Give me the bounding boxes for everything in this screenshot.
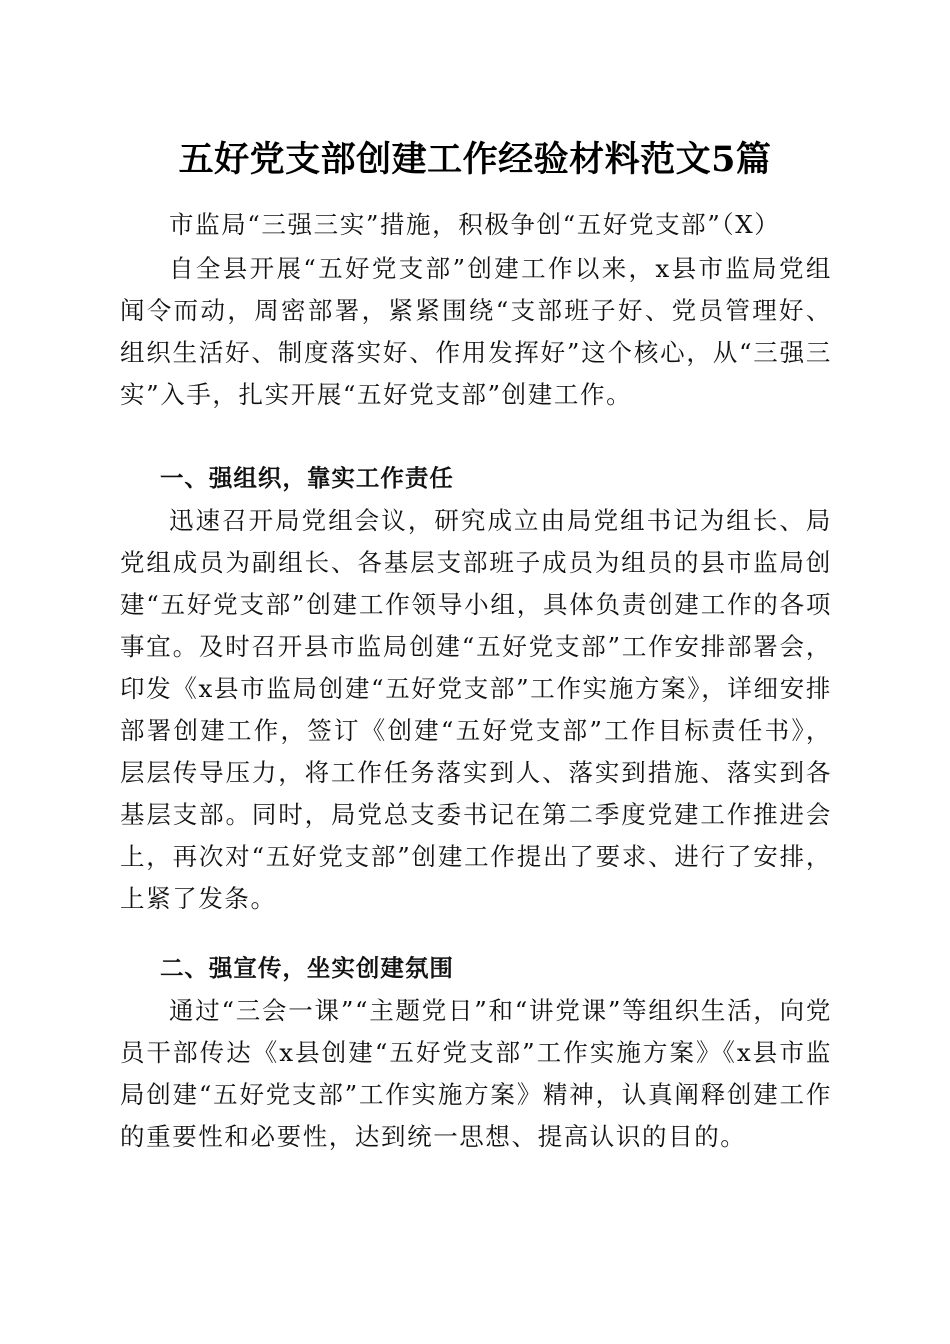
section-body-2: 通过“三会一课”“主题党日”和“讲党课”等组织生活，向党员干部传达《x县创建“五好党支部”工作实施方案》《x县市监局创建“五好党支部”工作实施方案》精神，认真阐释创建工作的重要性和必要性，达到统一思想、提高认识的目的。 xyxy=(120,996,832,1151)
section-heading-2: 二、强宣传，坐实创建氛围 xyxy=(159,954,454,982)
article-subtitle: 市监局“三强三实”措施，积极争创“五好党支部”（X） xyxy=(169,210,781,239)
section-body-1: 迅速召开局党组会议，研究成立由局党组书记为组长、局党组成员为副组长、各基层支部班子成员为组员的县市监局创建“五好党支部”创建工作领导小组，具体负责创建工作的各项事宜。及时召开县市监局创建“五好党支部”工作安排部署会，印发《x县市监局创建“五好党支部”工作实施方案》，详细安排部署创建工作，签订《创建“五好党支部”工作目标责任书》，层层传导压力，将工作任务落实到人、落实到措施、落实到各基层支部。同时，局党总支委书记在第二季度党建工作推进会上，再次对“五好党支部”创建工作提出了要求、进行了安排，上紧了发条。 xyxy=(120,506,832,913)
section-heading-1: 一、强组织，靠实工作责任 xyxy=(159,464,454,492)
intro-paragraph: 自全县开展“五好党支部”创建工作以来，x县市监局党组闻令而动，周密部署，紧紧围绕“支部班子好、党员管理好、组织生活好、制度落实好、作用发挥好”这个核心，从“三强三实”入手，扎实开展“五好党支部”创建工作。 xyxy=(120,254,832,409)
document-title: 五好党支部创建工作经验材料范文5篇 xyxy=(178,139,772,180)
